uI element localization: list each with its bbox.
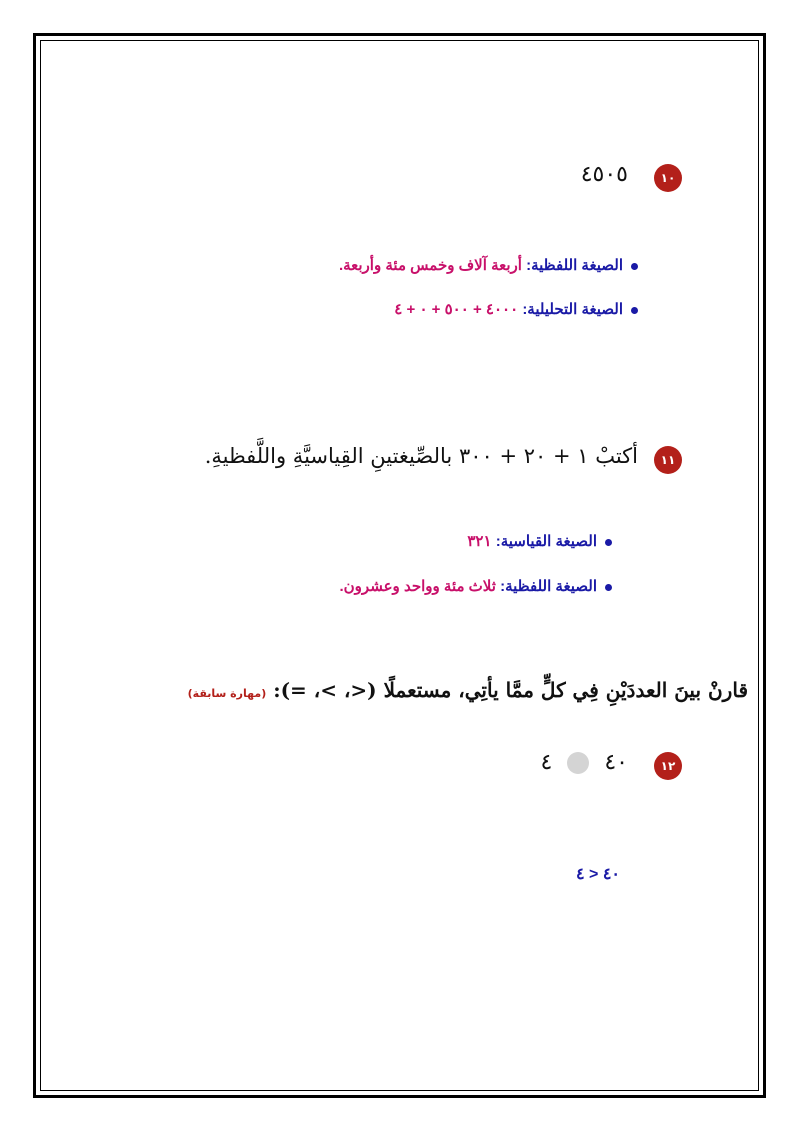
standard-form-label: الصيغة القياسية: [495, 533, 597, 550]
verbal-form-label: الصيغة اللفظية: [500, 578, 597, 595]
prior-skill-tag: (مهارة سابقة) [187, 687, 267, 700]
q12-answer: ٤٠ < ٤ [575, 866, 620, 883]
page-inner-border [40, 40, 759, 1091]
question-11-prompt: أكتبْ ١ + ٢٠ + ٣٠٠ بالصِّيغتينِ القِياسيَّةِ واللَّفظيةِ. [204, 444, 638, 468]
q11-standard-line [467, 532, 612, 550]
bullet-icon [605, 584, 612, 591]
verbal-form-label: الصيغة اللفظية: [526, 257, 623, 274]
q10-verbal-line [339, 256, 638, 274]
verbal-form-answer: ثلاث مئة وواحد وعشرون. [339, 578, 496, 595]
q12-comparison [541, 750, 628, 775]
compare-instruction: قارنْ بينَ العددَيْنِ فِي كلٍّ ممَّا يأتِي، مستعملًا (<، >، =): [273, 678, 748, 702]
bullet-icon [631, 307, 638, 314]
bullet-icon [631, 263, 638, 270]
q12-left-number: ٤٠ [604, 750, 628, 775]
expanded-form-label: الصيغة التحليلية: [522, 301, 623, 318]
question-10-number: ٤٥٠٥ [580, 162, 628, 187]
q10-expanded-line [394, 300, 638, 318]
comparison-blank-circle [567, 752, 589, 774]
q11-verbal-line [340, 577, 613, 595]
compare-instruction-line [188, 678, 748, 702]
bullet-icon [605, 539, 612, 546]
question-number-badge: ١١ [654, 446, 682, 474]
q12-right-number: ٤ [540, 750, 553, 775]
question-number-badge: ١٠ [654, 164, 682, 192]
verbal-form-answer: أربعة آلاف وخمس مئة وأربعة. [338, 257, 522, 274]
expanded-form-answer: ٤٠٠٠ + ٥٠٠ + ٠ + ٤ [394, 301, 519, 318]
standard-form-answer: ٣٢١ [467, 533, 492, 550]
question-number-badge: ١٢ [654, 752, 682, 780]
